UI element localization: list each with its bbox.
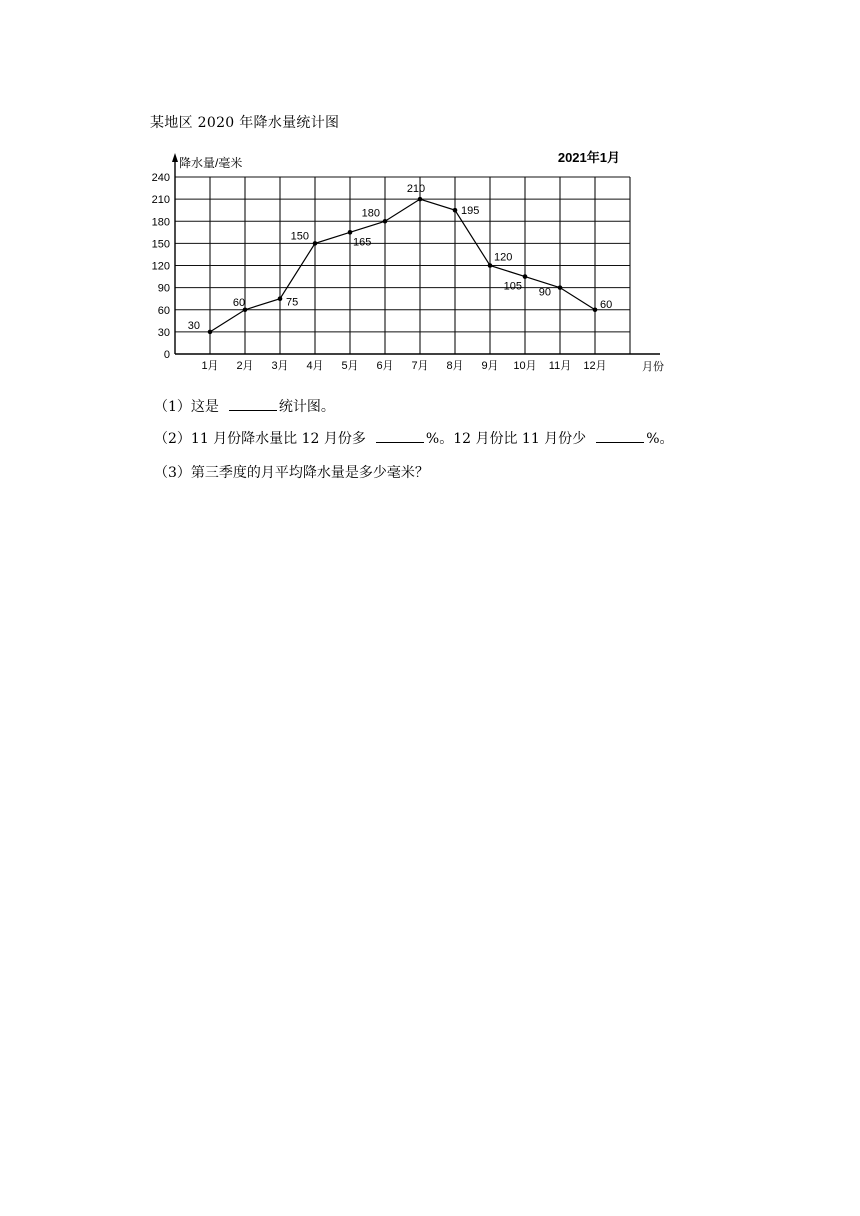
question-3 [154,462,429,482]
data-point [278,296,283,301]
question-3-text: （3）第三季度的月平均降水量是多少毫米？ [154,465,429,481]
page-title: 某地区 2020 年降水量统计图 [150,115,340,131]
data-point [418,197,423,202]
x-tick-label: 2月 [236,360,254,372]
data-point [313,241,318,246]
data-point [208,330,213,335]
question-2-middle: %。12 月份比 11 月份少 [425,431,587,447]
x-tick-label: 10月 [513,360,537,372]
x-axis-label: 月份 [642,361,664,373]
question-1 [154,396,335,416]
y-axis-arrow [172,153,178,162]
x-tick-label: 6月 [376,360,394,372]
y-axis-label: 降水量/毫米 [179,156,243,170]
y-tick-label: 150 [151,238,170,251]
axis-layer [152,153,660,372]
x-tick-label: 5月 [341,360,359,372]
chart-svg [140,144,680,380]
answer-blank-2[interactable] [376,430,424,443]
y-tick-label: 180 [151,216,170,229]
grid-layer [175,177,630,354]
data-point [488,263,493,268]
data-point [453,208,458,213]
y-tick-label: 240 [151,172,170,184]
x-tick-label: 8月 [446,360,464,372]
question-1-prefix: （1）这是 [154,399,219,415]
data-point [348,230,353,235]
data-label: 210 [406,183,426,196]
x-tick-label: 9月 [481,360,499,372]
x-tick-label: 1月 [201,360,219,372]
question-2-suffix: %。 [646,431,674,447]
data-point [383,219,388,224]
data-point [523,274,528,279]
data-label: 120 [494,251,513,264]
x-tick-label: 4月 [306,360,324,372]
answer-blank-3[interactable] [596,430,644,443]
answer-blank-1[interactable] [229,398,277,411]
data-label: 180 [361,207,380,220]
x-tick-label: 12月 [583,360,607,372]
data-label: 90 [538,286,551,299]
y-tick-label: 0 [163,349,170,361]
x-tick-label: 11月 [548,360,572,372]
data-label: 150 [290,230,309,243]
data-label: 105 [503,280,522,293]
data-label: 165 [353,236,372,249]
y-tick-label: 210 [151,194,170,207]
x-tick-label: 3月 [271,360,289,372]
x-tick-label: 7月 [411,360,429,372]
y-tick-label: 60 [157,304,170,317]
question-2 [154,428,674,448]
y-tick-label: 90 [157,282,170,295]
data-label: 75 [286,296,299,309]
data-label: 30 [187,319,200,332]
rainfall-line-chart [140,144,680,380]
data-point [593,307,598,312]
y-tick-label: 30 [157,326,170,339]
data-label: 195 [461,205,480,218]
data-label: 60 [232,296,246,309]
question-1-suffix: 统计图。 [278,399,335,415]
data-label: 60 [600,298,613,311]
y-tick-label: 120 [151,260,170,273]
date-label: 2021年1月 [557,150,620,165]
data-point [558,285,563,290]
question-2-prefix: （2）11 月份降水量比 12 月份多 [154,431,366,447]
